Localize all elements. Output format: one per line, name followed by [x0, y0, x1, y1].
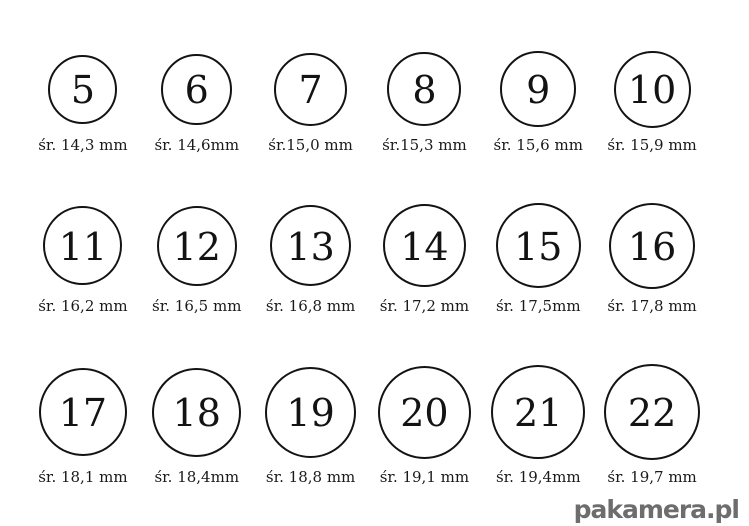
ring-circle	[157, 206, 237, 286]
ring-circle	[383, 204, 466, 287]
size-row-1	[26, 50, 709, 154]
ring-size-number: 11	[58, 224, 108, 269]
watermark-logo: pakamera.pl	[573, 495, 739, 524]
ring-size-item	[595, 364, 709, 486]
ring-size-number: 21	[514, 391, 563, 435]
ring-diameter-label: śr. 16,8 mm	[265, 297, 356, 315]
ring-size-number: 9	[526, 68, 551, 112]
ring-circle-box	[500, 50, 576, 128]
ring-diameter-label: śr. 18,8 mm	[265, 468, 356, 486]
ring-size-item	[140, 50, 254, 154]
ring-size-item	[481, 50, 595, 154]
ring-circle-box	[39, 364, 127, 460]
ring-circle	[152, 368, 241, 457]
ring-circle-box	[152, 364, 241, 460]
ring-circle	[378, 366, 471, 459]
ring-circle-box	[491, 364, 585, 460]
ring-circle-box	[265, 364, 356, 460]
ring-size-item	[140, 202, 254, 315]
ring-circle-box	[609, 202, 695, 289]
ring-size-number: 17	[58, 391, 108, 435]
ring-circle	[274, 53, 347, 126]
ring-circle	[496, 203, 581, 288]
ring-size-item	[254, 364, 368, 486]
ring-circle-box	[161, 50, 232, 128]
ring-size-number: 10	[627, 68, 677, 112]
ring-circle-box	[604, 364, 700, 460]
ring-diameter-label: śr. 16,2 mm	[38, 297, 128, 315]
ring-size-item	[595, 202, 709, 315]
ring-size-number: 19	[286, 391, 335, 435]
ring-diameter-label: śr. 19,1 mm	[379, 468, 470, 486]
ring-diameter-label: śr. 18,4mm	[154, 468, 240, 486]
ring-diameter-label: śr. 17,8 mm	[607, 297, 697, 315]
ring-size-number: 20	[400, 391, 449, 435]
ring-size-number: 15	[514, 224, 563, 269]
ring-size-number: 16	[627, 224, 677, 269]
ring-size-number: 7	[298, 68, 323, 112]
ring-size-item	[26, 364, 140, 486]
ring-size-item	[368, 50, 482, 154]
ring-circle	[39, 368, 127, 456]
ring-diameter-label: śr. 18,1 mm	[38, 468, 128, 486]
ring-circle	[270, 205, 351, 286]
ring-circle	[604, 364, 700, 460]
ring-size-item	[140, 364, 254, 486]
ring-circle-box	[383, 202, 466, 289]
ring-size-item	[481, 364, 595, 486]
ring-circle-box	[496, 202, 581, 289]
ring-diameter-label: śr.15,3 mm	[382, 136, 467, 154]
ring-circle-box	[614, 50, 691, 128]
ring-circle	[491, 365, 585, 459]
ring-size-item	[481, 202, 595, 315]
ring-size-item	[368, 202, 482, 315]
ring-diameter-label: śr.15,0 mm	[268, 136, 353, 154]
ring-size-item	[26, 202, 140, 315]
ring-circle	[609, 203, 695, 289]
ring-size-number: 18	[172, 391, 221, 435]
ring-diameter-label: śr. 16,5 mm	[152, 297, 242, 315]
ring-size-number: 13	[286, 224, 335, 269]
ring-circle-box	[157, 202, 237, 289]
ring-circle	[387, 52, 461, 126]
ring-circle	[43, 206, 122, 285]
ring-size-item	[368, 364, 482, 486]
ring-diameter-label: śr. 17,2 mm	[379, 297, 470, 315]
ring-diameter-label: śr. 15,6 mm	[493, 136, 583, 154]
ring-diameter-label: śr. 14,6mm	[154, 136, 240, 154]
ring-size-number: 6	[184, 68, 209, 112]
ring-size-number: 14	[400, 224, 449, 269]
ring-circle	[48, 55, 117, 124]
ring-size-number: 8	[412, 68, 437, 112]
ring-diameter-label: śr. 17,5mm	[495, 297, 581, 315]
ring-circle	[161, 54, 232, 125]
ring-diameter-label: śr. 14,3 mm	[38, 136, 128, 154]
ring-size-item	[254, 50, 368, 154]
ring-circle	[614, 51, 691, 128]
ring-size-number: 22	[627, 391, 677, 435]
ring-circle-box	[274, 50, 347, 128]
size-row-2	[26, 202, 709, 315]
ring-size-item	[595, 50, 709, 154]
ring-diameter-label: śr. 15,9 mm	[607, 136, 697, 154]
ring-circle-box	[270, 202, 351, 289]
ring-size-number: 5	[70, 68, 95, 112]
ring-diameter-label: śr. 19,7 mm	[607, 468, 697, 486]
ring-circle-box	[387, 50, 461, 128]
ring-size-item	[26, 50, 140, 154]
ring-circle	[265, 367, 356, 458]
ring-circle-box	[378, 364, 471, 460]
ring-size-number: 12	[172, 224, 221, 269]
size-row-3	[26, 364, 709, 486]
ring-circle-box	[43, 202, 122, 289]
ring-circle-box	[48, 50, 117, 128]
ring-circle	[500, 51, 576, 127]
ring-diameter-label: śr. 19,4mm	[495, 468, 581, 486]
ring-size-item	[254, 202, 368, 315]
